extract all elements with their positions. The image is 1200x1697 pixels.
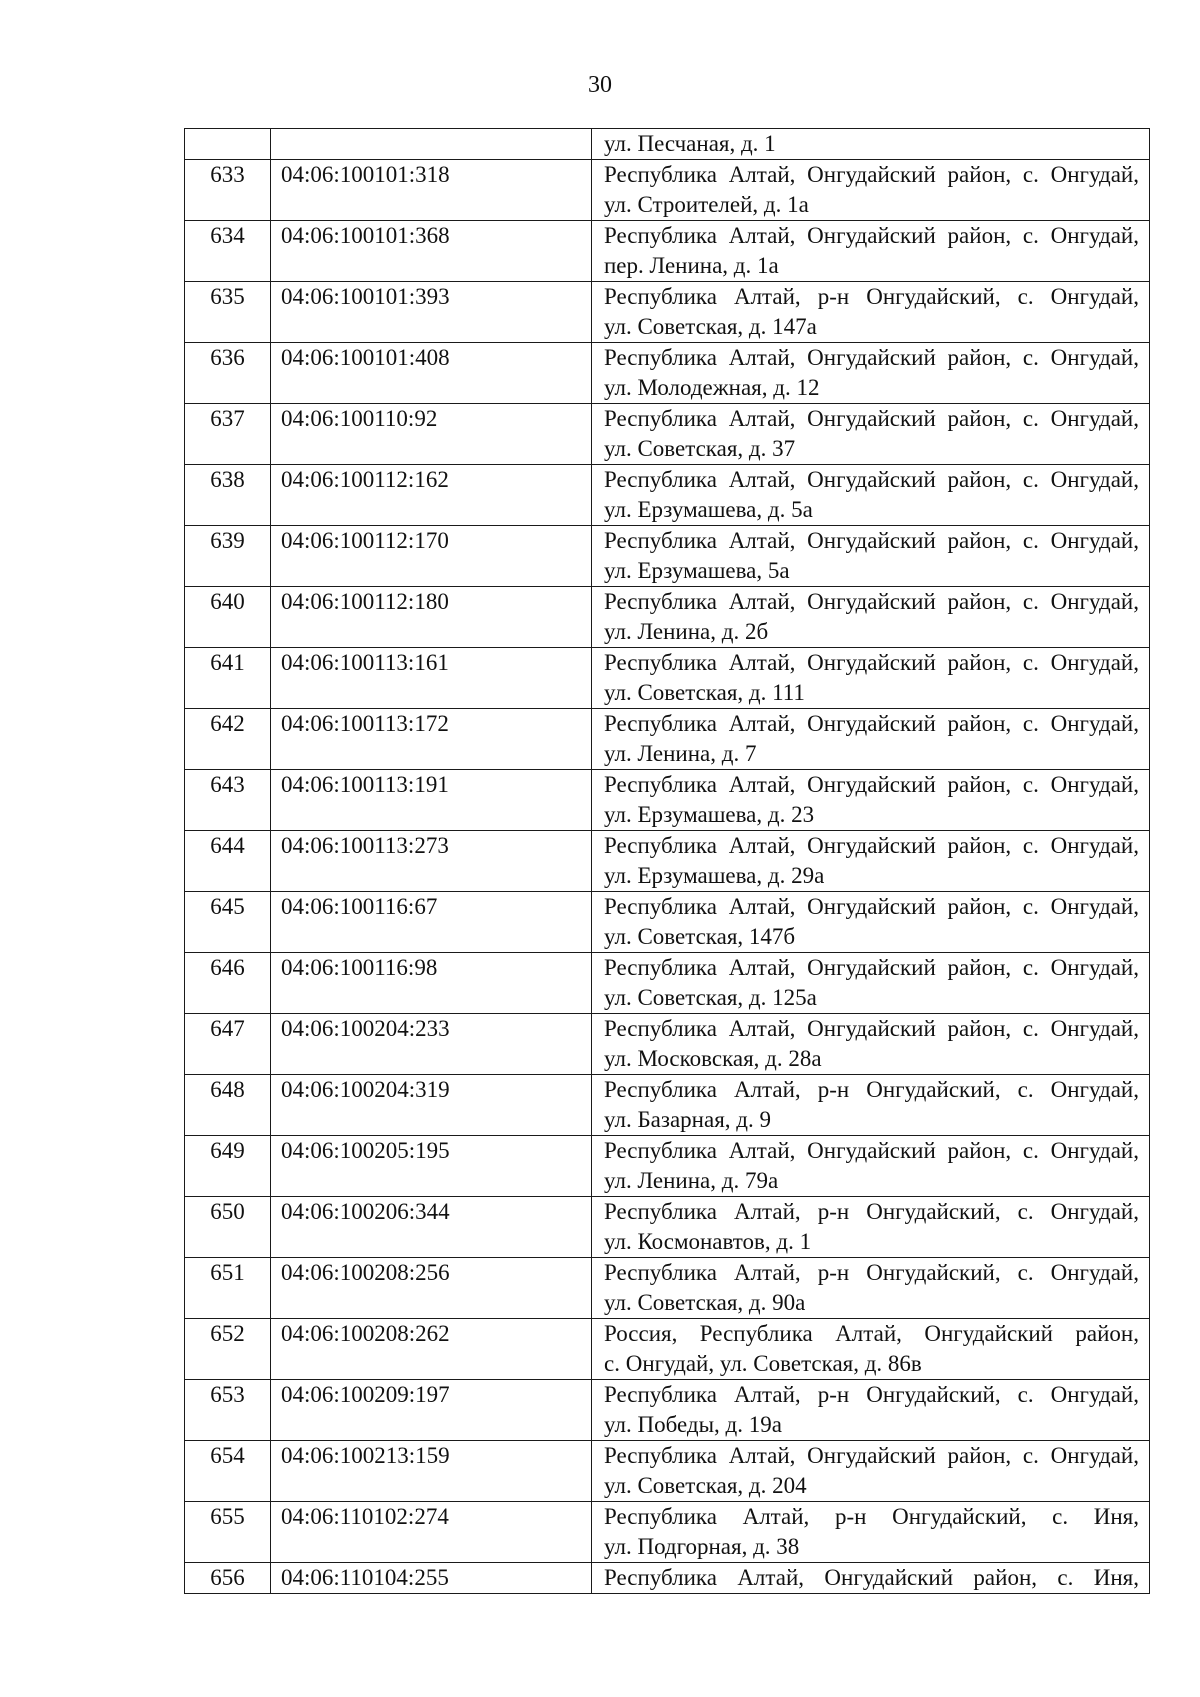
- address-line: Республика Алтай, Онгудайский район, с. Онгудай,: [604, 650, 1139, 675]
- row-number-cell: 653: [185, 1380, 271, 1441]
- address-line: Республика Алтай, Онгудайский район, с. Онгудай,: [604, 711, 1139, 736]
- address-line: ул. Советская, д. 111: [604, 680, 805, 705]
- address-line: ул. Победы, д. 19а: [604, 1412, 782, 1437]
- table-row: [185, 1380, 1150, 1441]
- table-row: [185, 831, 1150, 892]
- cadastral-number-cell: 04:06:100208:256: [271, 1258, 592, 1319]
- cadastral-number-cell: 04:06:100113:161: [271, 648, 592, 709]
- address-cell: [592, 1075, 1150, 1136]
- cadastral-number-cell: 04:06:110102:274: [271, 1502, 592, 1563]
- table-row-continuation: [185, 129, 1150, 160]
- address-cell: [592, 465, 1150, 526]
- row-number-cell: 652: [185, 1319, 271, 1380]
- address-cell: [592, 892, 1150, 953]
- address-line: Республика Алтай, р-н Онгудайский, с. Онгудай,: [604, 284, 1139, 309]
- table-row: [185, 1502, 1150, 1563]
- address-line: ул. Строителей, д. 1а: [604, 192, 809, 217]
- cadastral-number-cell: 04:06:100101:393: [271, 282, 592, 343]
- cadastral-number-cell: 04:06:100213:159: [271, 1441, 592, 1502]
- row-number-cell: 641: [185, 648, 271, 709]
- address-line: ул. Ленина, д. 7: [604, 741, 757, 766]
- address-line: Республика Алтай, Онгудайский район, с. Онгудай,: [604, 528, 1139, 553]
- row-number-cell: 650: [185, 1197, 271, 1258]
- address-line: ул. Советская, д. 37: [604, 436, 796, 461]
- row-number-cell: 635: [185, 282, 271, 343]
- cadastral-number-cell: [271, 129, 592, 160]
- address-line: Республика Алтай, Онгудайский район, с. Онгудай,: [604, 955, 1139, 980]
- row-number-cell: 644: [185, 831, 271, 892]
- table-row: [185, 892, 1150, 953]
- address-line: ул. Песчаная, д. 1: [604, 131, 776, 156]
- address-line: Республика Алтай, Онгудайский район, с. Онгудай,: [604, 345, 1139, 370]
- table-row: [185, 1075, 1150, 1136]
- row-number-cell: 651: [185, 1258, 271, 1319]
- table-row: [185, 221, 1150, 282]
- address-cell: [592, 1258, 1150, 1319]
- address-line: ул. Подгорная, д. 38: [604, 1534, 800, 1559]
- table-body: [185, 129, 1150, 1594]
- row-number-cell: 634: [185, 221, 271, 282]
- address-cell: [592, 1441, 1150, 1502]
- row-number-cell: 637: [185, 404, 271, 465]
- address-cell: [592, 1136, 1150, 1197]
- address-line: Республика Алтай, Онгудайский район, с. Онгудай,: [604, 1138, 1139, 1163]
- address-line: ул. Московская, д. 28а: [604, 1046, 822, 1071]
- address-cell: [592, 221, 1150, 282]
- table-row: [185, 404, 1150, 465]
- table-row: [185, 160, 1150, 221]
- cadastral-number-cell: 04:06:100110:92: [271, 404, 592, 465]
- address-cell: [592, 709, 1150, 770]
- address-cell: [592, 1014, 1150, 1075]
- address-cell: [592, 343, 1150, 404]
- row-number-cell: 633: [185, 160, 271, 221]
- address-line: ул. Космонавтов, д. 1: [604, 1229, 812, 1254]
- row-number-cell: 636: [185, 343, 271, 404]
- address-cell: [592, 282, 1150, 343]
- address-cell: [592, 1502, 1150, 1563]
- address-cell: [592, 770, 1150, 831]
- cadastral-number-cell: 04:06:100112:162: [271, 465, 592, 526]
- table-row: [185, 1014, 1150, 1075]
- cadastral-number-cell: 04:06:100113:273: [271, 831, 592, 892]
- address-line: с. Онгудай, ул. Советская, д. 86в: [604, 1351, 922, 1376]
- row-number-cell: 643: [185, 770, 271, 831]
- cadastral-number-cell: 04:06:100204:233: [271, 1014, 592, 1075]
- table-row: [185, 1319, 1150, 1380]
- table-row: [185, 1136, 1150, 1197]
- address-cell: [592, 648, 1150, 709]
- row-number-cell: [185, 129, 271, 160]
- table-row: [185, 282, 1150, 343]
- address-line: ул. Базарная, д. 9: [604, 1107, 771, 1132]
- address-line: пер. Ленина, д. 1а: [604, 253, 779, 278]
- address-line: ул. Молодежная, д. 12: [604, 375, 820, 400]
- address-line: Республика Алтай, р-н Онгудайский, с. Онгудай,: [604, 1382, 1139, 1407]
- cadastral-number-cell: 04:06:100116:98: [271, 953, 592, 1014]
- address-line: Республика Алтай, Онгудайский район, с. Онгудай,: [604, 162, 1139, 187]
- address-line: Республика Алтай, р-н Онгудайский, с. Онгудай,: [604, 1260, 1139, 1285]
- address-line: Республика Алтай, р-н Онгудайский, с. Онгудай,: [604, 1077, 1139, 1102]
- address-cell: [592, 1197, 1150, 1258]
- address-cell: [592, 526, 1150, 587]
- address-line: ул. Ерзумашева, д. 29а: [604, 863, 825, 888]
- address-cell: [592, 831, 1150, 892]
- address-cell: [592, 1319, 1150, 1380]
- cadastral-number-cell: 04:06:100209:197: [271, 1380, 592, 1441]
- table-row: [185, 709, 1150, 770]
- address-line: Республика Алтай, Онгудайский район, с. Онгудай,: [604, 223, 1139, 248]
- address-cell: [592, 587, 1150, 648]
- address-cell: [592, 129, 1150, 160]
- row-number-cell: 640: [185, 587, 271, 648]
- table-row: [185, 770, 1150, 831]
- cadastral-number-cell: 04:06:100204:319: [271, 1075, 592, 1136]
- address-line: Республика Алтай, Онгудайский район, с. Иня,: [604, 1565, 1139, 1590]
- table-row: [185, 526, 1150, 587]
- address-line: Республика Алтай, Онгудайский район, с. Онгудай,: [604, 772, 1139, 797]
- address-line: ул. Ерзумашева, д. 5а: [604, 497, 813, 522]
- table-row: [185, 648, 1150, 709]
- cadastral-number-cell: 04:06:100112:170: [271, 526, 592, 587]
- cadastral-number-cell: 04:06:100101:408: [271, 343, 592, 404]
- cadastral-number-cell: 04:06:100113:191: [271, 770, 592, 831]
- address-line: Республика Алтай, Онгудайский район, с. Онгудай,: [604, 1016, 1139, 1041]
- address-line: Республика Алтай, Онгудайский район, с. Онгудай,: [604, 406, 1139, 431]
- address-line: Республика Алтай, р-н Онгудайский, с. Иня,: [604, 1504, 1139, 1529]
- row-number-cell: 638: [185, 465, 271, 526]
- table-row: [185, 1563, 1150, 1594]
- table-row: [185, 1258, 1150, 1319]
- row-number-cell: 642: [185, 709, 271, 770]
- cadastral-number-cell: 04:06:100116:67: [271, 892, 592, 953]
- row-number-cell: 645: [185, 892, 271, 953]
- address-cell: [592, 160, 1150, 221]
- land-plot-table: [184, 128, 1150, 1594]
- row-number-cell: 649: [185, 1136, 271, 1197]
- address-line: ул. Ерзумашева, 5а: [604, 558, 790, 583]
- address-line: Республика Алтай, Онгудайский район, с. Онгудай,: [604, 589, 1139, 614]
- cadastral-number-cell: 04:06:100206:344: [271, 1197, 592, 1258]
- row-number-cell: 656: [185, 1563, 271, 1594]
- row-number-cell: 647: [185, 1014, 271, 1075]
- table-row: [185, 953, 1150, 1014]
- cadastral-number-cell: 04:06:100113:172: [271, 709, 592, 770]
- address-cell: [592, 953, 1150, 1014]
- cadastral-number-cell: 04:06:100101:368: [271, 221, 592, 282]
- address-line: Республика Алтай, Онгудайский район, с. Онгудай,: [604, 894, 1139, 919]
- address-line: Республика Алтай, Онгудайский район, с. Онгудай,: [604, 467, 1139, 492]
- cadastral-number-cell: 04:06:100205:195: [271, 1136, 592, 1197]
- address-line: Республика Алтай, р-н Онгудайский, с. Онгудай,: [604, 1199, 1139, 1224]
- table-row: [185, 587, 1150, 648]
- address-line: Россия, Республика Алтай, Онгудайский район,: [604, 1321, 1139, 1346]
- page-number: 30: [588, 72, 612, 98]
- row-number-cell: 655: [185, 1502, 271, 1563]
- address-line: ул. Ленина, д. 79а: [604, 1168, 779, 1193]
- row-number-cell: 646: [185, 953, 271, 1014]
- address-cell: [592, 1380, 1150, 1441]
- row-number-cell: 639: [185, 526, 271, 587]
- address-line: ул. Советская, д. 204: [604, 1473, 807, 1498]
- cadastral-number-cell: 04:06:110104:255: [271, 1563, 592, 1594]
- address-line: ул. Ленина, д. 2б: [604, 619, 769, 644]
- address-line: ул. Советская, д. 147а: [604, 314, 817, 339]
- address-line: ул. Ерзумашева, д. 23: [604, 802, 815, 827]
- address-line: ул. Советская, д. 90а: [604, 1290, 806, 1315]
- cadastral-number-cell: 04:06:100208:262: [271, 1319, 592, 1380]
- row-number-cell: 648: [185, 1075, 271, 1136]
- cadastral-number-cell: 04:06:100112:180: [271, 587, 592, 648]
- row-number-cell: 654: [185, 1441, 271, 1502]
- address-cell: [592, 1563, 1150, 1594]
- address-line: ул. Советская, 147б: [604, 924, 796, 949]
- cadastral-number-cell: 04:06:100101:318: [271, 160, 592, 221]
- table-row: [185, 1441, 1150, 1502]
- address-line: Республика Алтай, Онгудайский район, с. Онгудай,: [604, 833, 1139, 858]
- address-line: Республика Алтай, Онгудайский район, с. Онгудай,: [604, 1443, 1139, 1468]
- table-row: [185, 1197, 1150, 1258]
- address-line: ул. Советская, д. 125а: [604, 985, 817, 1010]
- address-cell: [592, 404, 1150, 465]
- table-row: [185, 343, 1150, 404]
- table-row: [185, 465, 1150, 526]
